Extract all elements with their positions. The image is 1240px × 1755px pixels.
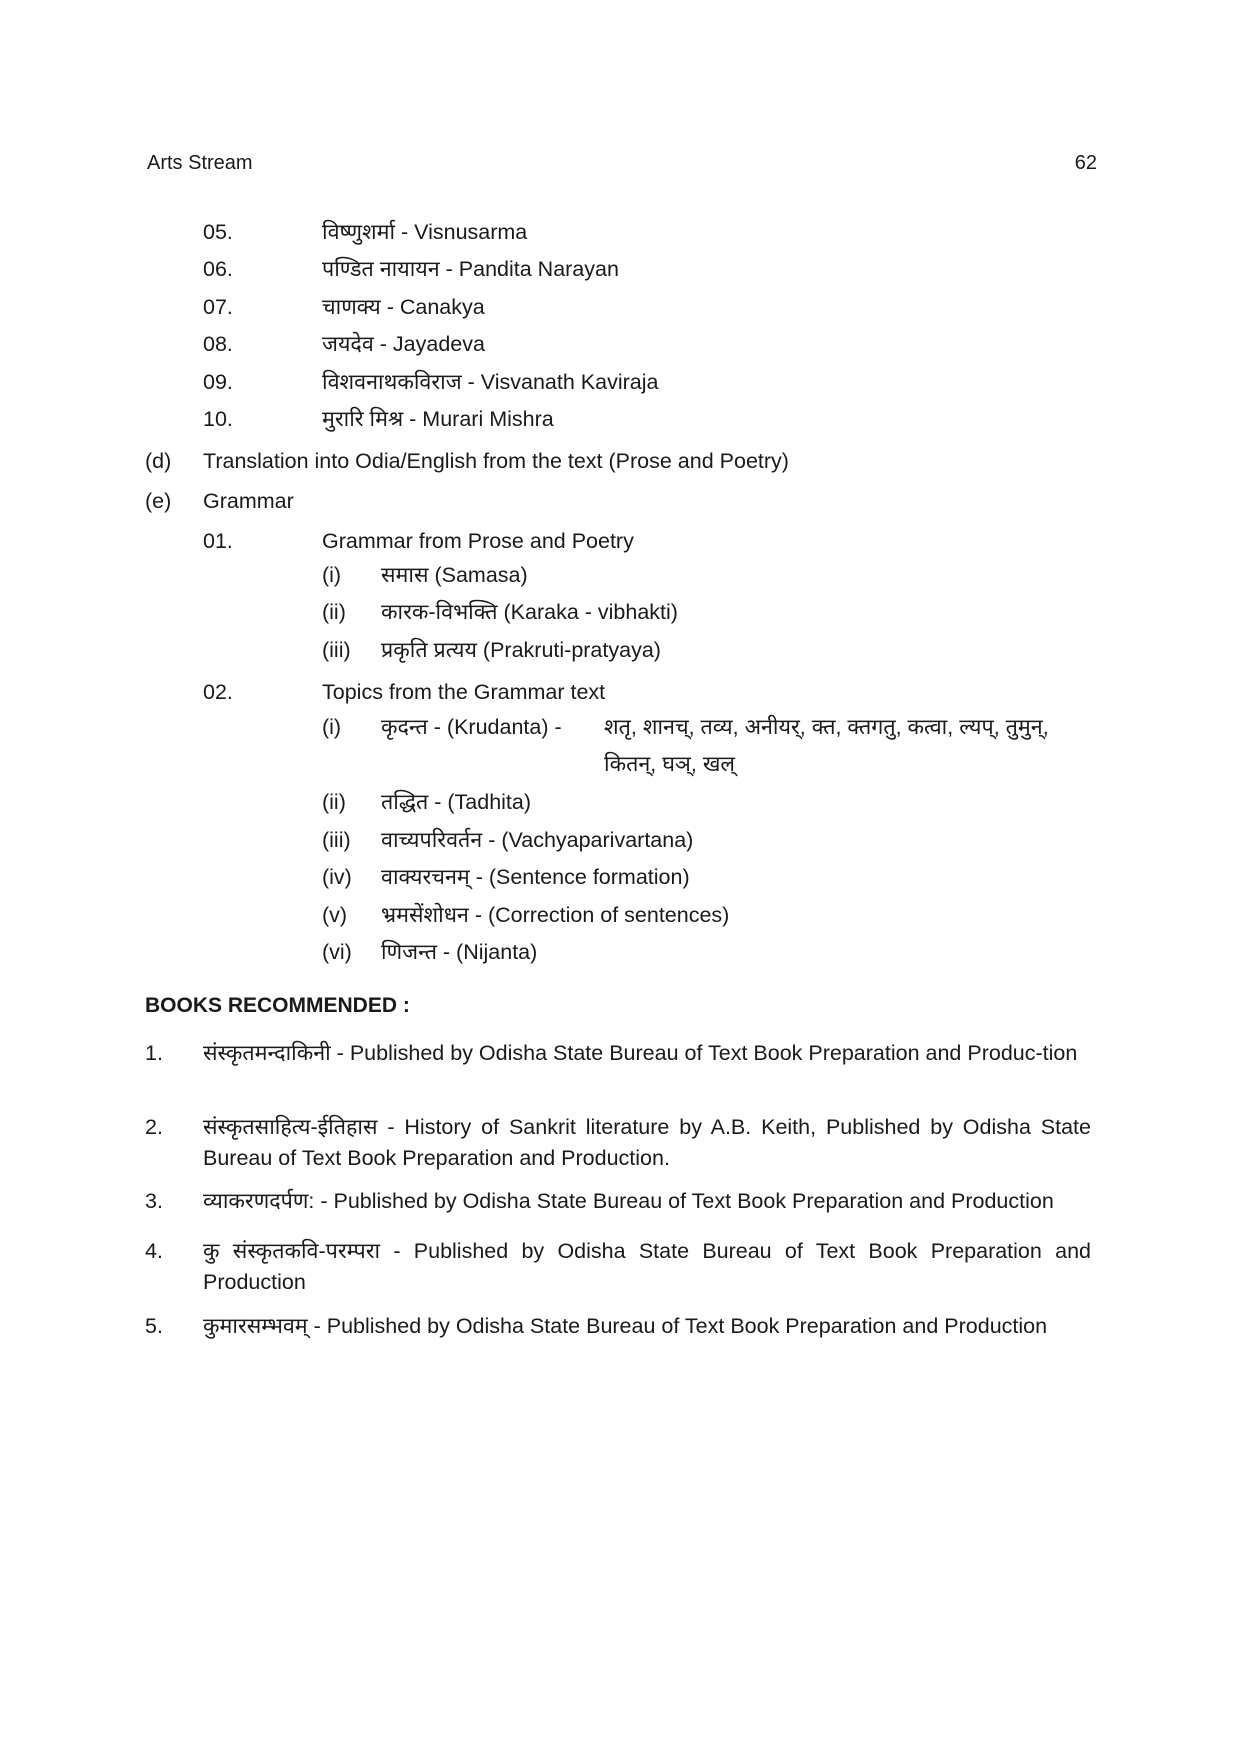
- list-item-text: विष्णुशर्मा - Visnusarma: [322, 220, 528, 244]
- sub-item-text: वाच्यपरिवर्तन - (Vachyaparivartana): [381, 828, 694, 852]
- section-label: (d): [145, 449, 172, 473]
- sub-item-label: (iv): [322, 865, 352, 889]
- book-text: संस्कृतमन्दाकिनी - Published by Odisha State Bureau of Text Book Preparation and Produc-tion: [203, 1041, 1078, 1065]
- book-number: 1.: [145, 1041, 163, 1065]
- list-item-number: 07.: [203, 295, 233, 319]
- suffix-list: कितन्, घञ्, खल्: [604, 752, 735, 776]
- sub-item-text: भ्रमसेंशोधन - (Correction of sentences): [381, 903, 730, 927]
- list-item-text: मुरारि मिश्र - Murari Mishra: [322, 407, 554, 431]
- book-text: संस्कृतसाहित्य-ईतिहास - History of Sankrit literature by A.B. Keith, Published by Odisha State Bureau of Text Book Preparation and Production.: [203, 1115, 1091, 1170]
- sub-item-text: समास (Samasa): [381, 563, 528, 587]
- book-number: 2.: [145, 1115, 163, 1139]
- book-number: 5.: [145, 1314, 163, 1338]
- list-item-text: Topics from the Grammar text: [322, 680, 606, 704]
- list-item-text: विशवनाथकविराज - Visvanath Kaviraja: [322, 370, 659, 394]
- list-item-number: 01.: [203, 529, 233, 553]
- sub-item-text: कारक-विभक्ति (Karaka - vibhakti): [381, 600, 678, 624]
- book-number: 4.: [145, 1239, 163, 1263]
- book-text: कु संस्कृतकवि-परम्परा - Published by Odisha State Bureau of Text Book Preparation and Production: [203, 1239, 1091, 1294]
- sub-item-label: (v): [322, 903, 348, 927]
- book-number: 3.: [145, 1189, 163, 1213]
- list-item-number: 08.: [203, 332, 233, 356]
- list-item-number: 05.: [203, 220, 233, 244]
- section-label: (e): [145, 489, 172, 513]
- running-header: Arts Stream: [147, 152, 253, 174]
- list-item-number: 09.: [203, 370, 233, 394]
- list-item-number: 02.: [203, 680, 233, 704]
- sub-item-label: (i): [322, 715, 342, 739]
- list-item-text: चाणक्य - Canakya: [322, 295, 485, 319]
- sub-item-text: कृदन्त - (Krudanta) -: [381, 715, 562, 739]
- sub-item-text: प्रकृति प्रत्यय (Prakruti-pratyaya): [381, 638, 661, 662]
- sub-item-label: (i): [322, 563, 342, 587]
- section-text: Translation into Odia/English from the text (Prose and Poetry): [203, 449, 789, 473]
- sub-item-text: णिजन्त - (Nijanta): [381, 940, 538, 964]
- suffix-list: शतृ, शानच्, तव्य, अनीयर्, क्त, क्तगतु, कत्वा, ल्यप्, तुमुन्,: [604, 715, 1049, 739]
- book-text: कुमारसम्भवम् - Published by Odisha State Bureau of Text Book Preparation and Production: [203, 1314, 1048, 1338]
- book-text: व्याकरणदर्पण: - Published by Odisha State Bureau of Text Book Preparation and Production: [203, 1189, 1054, 1213]
- section-heading: BOOKS RECOMMENDED :: [145, 994, 410, 1017]
- sub-item-label: (ii): [322, 600, 346, 624]
- sub-item-text: तद्धित - (Tadhita): [381, 790, 532, 814]
- section-text: Grammar: [203, 489, 294, 513]
- list-item-number: 10.: [203, 407, 233, 431]
- page-number: 62: [1074, 152, 1097, 174]
- list-item-number: 06.: [203, 257, 233, 281]
- list-item-text: Grammar from Prose and Poetry: [322, 529, 634, 553]
- sub-item-label: (ii): [322, 790, 346, 814]
- list-item-text: पण्डित नायायन - Pandita Narayan: [322, 257, 619, 281]
- sub-item-text: वाक्यरचनम् - (Sentence formation): [381, 865, 690, 889]
- list-item-text: जयदेव - Jayadeva: [322, 332, 485, 356]
- sub-item-label: (iii): [322, 828, 351, 852]
- sub-item-label: (iii): [322, 638, 351, 662]
- sub-item-label: (vi): [322, 940, 352, 964]
